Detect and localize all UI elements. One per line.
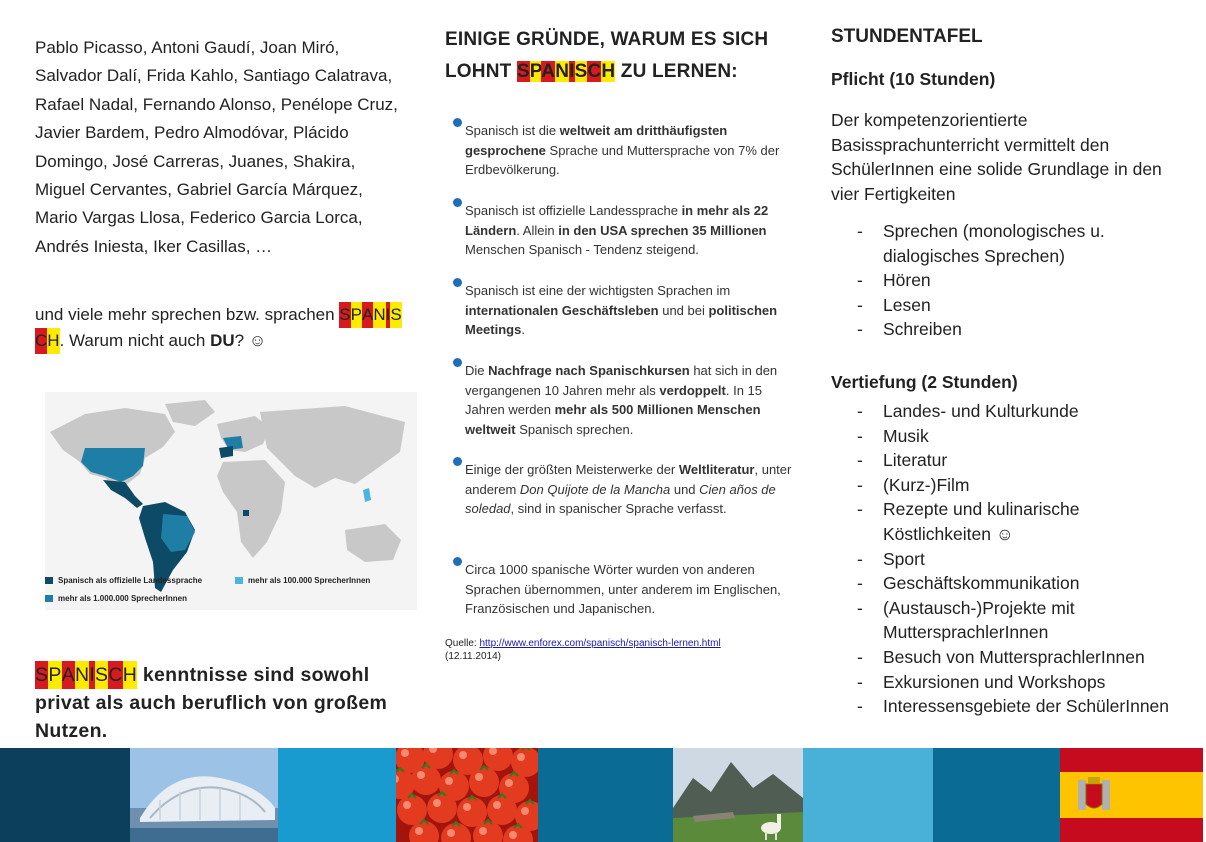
banner-photo-machu-picchu — [673, 748, 803, 842]
reason-text-part: Spanisch ist eine der wichtigsten Sprachen im — [465, 283, 731, 298]
reason-item — [465, 560, 795, 619]
reason-text-part: hat sich in den vergangenen 10 Jahren mehr als — [465, 363, 778, 398]
legend-official — [45, 576, 202, 585]
list-item: - (Kurz-)Film — [857, 473, 1187, 498]
list-item: - Hören — [857, 268, 1187, 293]
du-word: DU — [210, 331, 235, 350]
list-item: - Interessensgebiete der SchülerInnen — [857, 694, 1187, 719]
banner-photo-tomatoes — [396, 748, 538, 842]
reason-item — [465, 281, 795, 340]
reason-text-part: Die — [465, 363, 489, 378]
flag-letter: S — [574, 61, 588, 82]
reason-text-part: Spanisch ist offizielle Landessprache — [465, 203, 682, 218]
flag-letter: I — [569, 61, 575, 82]
flag-letter: S — [516, 61, 530, 82]
source-label: Quelle: — [445, 638, 480, 649]
list-item: - (Austausch-)Projekte mit MuttersprachlerInnen — [857, 596, 1187, 645]
flag-letter: H — [123, 661, 137, 689]
flag-letter: S — [95, 661, 108, 689]
banner-tile-lightblue — [803, 748, 933, 842]
reasons-heading-line1: EINIGE GRÜNDE, WARUM ES SICH — [445, 29, 769, 50]
legend-hundredk-swatch — [235, 577, 243, 584]
reason-text-part: Nachfrage nach Spanischkursen — [488, 363, 690, 378]
intro2-mid: . Warum nicht auch — [59, 331, 211, 350]
banner-tile-blue — [538, 748, 673, 842]
reason-text-part: Menschen Spanisch - Tendenz steigend. — [465, 242, 699, 258]
map-eq-guinea — [243, 510, 249, 516]
flag-letter: H — [601, 61, 616, 82]
heading-line2-pre: LOHNT — [445, 61, 517, 82]
heading-line2-post: ZU LERNEN: — [615, 61, 738, 82]
flag-letter: S — [390, 302, 401, 328]
flag-letter: P — [48, 661, 61, 689]
flag-letter: P — [351, 302, 362, 328]
flag-letter: S — [339, 302, 350, 328]
flag-letter: C — [587, 61, 602, 82]
flag-letter: N — [555, 61, 570, 82]
source-date: (12.11.2014) — [445, 651, 501, 662]
list-item: - Sport — [857, 547, 1187, 572]
reason-text-part: . Allein — [516, 222, 559, 238]
flag-letter: A — [62, 661, 75, 689]
machu-picchu-image — [673, 748, 803, 842]
vertiefung-heading: Vertiefung (2 Stunden) — [831, 372, 1018, 392]
list-item: - Exkursionen und Workshops — [857, 670, 1187, 695]
spanisch-flag-word-heading — [517, 61, 615, 82]
tomatoes-image — [396, 748, 538, 842]
reason-text-part: Weltliteratur — [678, 462, 755, 477]
flag-letter: A — [362, 302, 373, 328]
list-item: - Geschäftskommunikation — [857, 571, 1187, 596]
flag-letter: N — [75, 661, 89, 689]
reason-text-part: , sind in spanischer Sprache verfasst. — [510, 501, 727, 517]
reason-item — [465, 361, 795, 439]
reason-text-part: und bei — [658, 302, 709, 318]
list-item: - Rezepte und kulinarische Köstlichkeiten ☺ — [857, 497, 1187, 546]
list-item: - Lesen — [857, 293, 1187, 318]
reason-text-part: Don Quijote de la Mancha — [519, 481, 671, 497]
map-spain — [219, 446, 233, 458]
intro2-prefix: und viele mehr sprechen bzw. sprachen — [35, 305, 340, 324]
reasons-heading — [445, 24, 768, 88]
reason-text-part: in mehr als 22 Ländern — [465, 203, 769, 238]
bullet-dot-icon — [453, 278, 462, 287]
skills-list — [857, 219, 1187, 342]
legend-million — [45, 594, 187, 603]
pflicht-heading: Pflicht (10 Stunden) — [831, 69, 996, 89]
bottom-suffix: kenntnisse sind sowohl privat als auch beruflich von großem Nutzen. — [35, 664, 388, 742]
world-map-spanish-speakers — [45, 392, 417, 610]
architecture-image — [130, 748, 278, 842]
bullet-dot-icon — [453, 118, 462, 127]
reason-text-part: verdoppelt — [659, 382, 726, 398]
intro2-end: ? ☺ — [234, 331, 267, 350]
reason-text-part: Spanisch sprechen. — [515, 421, 634, 437]
bullet-dot-icon — [453, 457, 462, 466]
legend-official-label: Spanisch als offizielle Landessprache — [58, 576, 203, 585]
banner-tile-dark — [0, 748, 130, 842]
reason-text-part: Cien años de soledad — [465, 481, 776, 517]
source-citation — [445, 637, 721, 663]
spanish-benefit-statement — [35, 661, 415, 745]
banner-photo-architecture — [130, 748, 278, 842]
list-item: - Sprechen (monologisches u. dialogisches Sprechen) — [857, 219, 1187, 268]
bullet-dot-icon — [453, 198, 462, 207]
spanisch-flag-word-bottom — [35, 664, 137, 686]
reason-text-part: in den USA sprechen 35 Millionen — [558, 222, 767, 238]
list-item: - Literatur — [857, 448, 1187, 473]
list-item: - Besuch von MuttersprachlerInnen — [857, 645, 1187, 670]
list-item: - Schreiben — [857, 317, 1187, 342]
reason-text-part: weltweit am dritthäufigsten gesprochene — [465, 123, 728, 158]
flag-letter: H — [47, 328, 59, 354]
legend-official-swatch — [45, 577, 53, 584]
reason-text-part: . In 15 Jahren werden — [465, 382, 763, 418]
reason-text-part: mehr als 500 Millionen Menschen weltweit — [465, 402, 761, 437]
bullet-dot-icon — [453, 557, 462, 566]
reason-text-part: und — [670, 481, 700, 497]
reason-text-part: Circa 1000 spanische Wörter wurden von anderen Sprachen übernommen, unter anderem im Englischen, Französischen und Japanischen. — [465, 562, 781, 617]
pflicht-description: Der kompetenzorientierte Basissprachunterricht vermittelt den SchülerInnen eine solide Grundlage in den vier Fertigkeiten — [831, 110, 1162, 204]
legend-million-swatch — [45, 595, 53, 602]
flag-letter: C — [35, 328, 47, 354]
banner-tile-cyan — [278, 748, 396, 842]
flag-letter: N — [373, 302, 385, 328]
reason-text-part: Spanisch ist die — [465, 123, 560, 138]
flag-letter: A — [541, 61, 556, 82]
reason-item — [465, 201, 795, 260]
reasons-heading-line2 — [445, 56, 768, 88]
flag-letter: I — [386, 302, 391, 328]
reason-text-part: internationalen Geschäftsleben — [465, 302, 659, 318]
spain-flag-image — [1060, 748, 1206, 842]
reason-item — [465, 460, 795, 519]
reason-text-part: Einige der größten Meisterwerke der — [465, 462, 679, 477]
reason-item — [465, 121, 795, 180]
legend-hundredk — [235, 576, 370, 585]
topics-list — [857, 399, 1187, 719]
flag-letter: I — [89, 661, 95, 689]
flag-letter: P — [529, 61, 542, 82]
reason-text-part: Sprache und Muttersprache von 7% der Erdbevölkerung. — [465, 142, 780, 178]
bullet-dot-icon — [453, 358, 462, 367]
famous-spanish-speakers-text: Pablo Picasso, Antoni Gaudí, Joan Miró, Salvador Dalí, Frida Kahlo, Santiago Calatrava, Rafael Nadal, Fernando Alonso, Penélope Cruz, Javier Bardem, Pedro Almodóvar, Plácido Domingo, José Carreras, Juanes, Shakira, Miguel Cervantes, Gabriel García Márquez, Mario Vargas Llosa, Federico Garcia Lorca, Andrés Iniesta, Iker Casillas, … — [35, 38, 398, 256]
spanish-speakers-question — [35, 302, 410, 354]
reason-text-part: . — [521, 322, 525, 338]
legend-hundredk-label: mehr als 100.000 SprecherInnen — [248, 576, 371, 585]
bottom-banner — [0, 748, 1206, 842]
flag-letter: S — [35, 661, 48, 689]
list-item: - Landes- und Kulturkunde — [857, 399, 1187, 424]
source-link[interactable]: http://www.enforex.com/spanisch/spanisch-lernen.html — [479, 638, 721, 649]
reason-text-part: , unter anderem — [465, 462, 792, 497]
flag-letter: C — [108, 661, 122, 689]
legend-million-label: mehr als 1.000.000 SprecherInnen — [58, 594, 187, 603]
stundentafel-heading: STUNDENTAFEL — [831, 26, 983, 47]
reason-text-part: politischen Meetings — [465, 302, 778, 338]
banner-tile-blue-2 — [933, 748, 1060, 842]
banner-flag-spain — [1060, 748, 1206, 842]
list-item: - Musik — [857, 424, 1187, 449]
